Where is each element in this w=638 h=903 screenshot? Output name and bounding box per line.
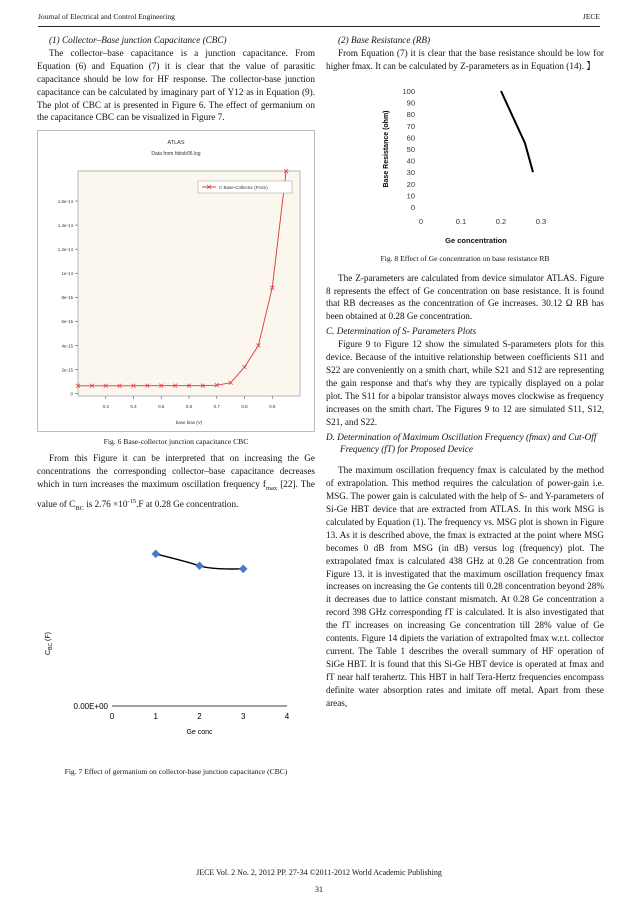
- section-cbc-title: (1) Collector–Base junction Capacitance (CBC): [49, 35, 227, 45]
- fig7-data-point: [195, 561, 203, 569]
- fig6-y-tick-label: 1.2e-14: [57, 247, 73, 253]
- fig8-y-tick-label: 30: [406, 167, 415, 177]
- fig6-y-tick-label: 0: [70, 391, 73, 397]
- section-c-body: Figure 9 to Figure 12 show the simulated S-parameters plots for this device. Because of the intuitive relationship between coefficients S11 and S22 are conveniently on a smith chart, while S21 and S12 are representing the gain response and that's why they are typically displayed on a polar plot. The S11 for a bipolar transistor always moves clockwise as frequency increases on the smith chart. The Figures 9 to 12 are simulated S11, S12, S21, and S22.: [326, 339, 604, 427]
- section-zparams-body: The Z-parameters are calculated from device simulator ATLAS. Figure 8 represents the effect of Ge concentration on base resistance. It is found that RB decreases as the concentration of Ge increases. 30.12 Ω RB has been obtained at 0.28 Ge concentration.: [326, 272, 604, 322]
- fig7-data-point: [239, 564, 247, 572]
- fig6-x-tick-label: 0.3: [102, 404, 109, 410]
- fig8-x-tick-label: 0: [418, 216, 424, 226]
- fig7-y-tick-label: 0.00E+00: [73, 701, 108, 711]
- fig8-y-tick-label: 80: [406, 109, 415, 119]
- section-d-title: D. Determination of Maximum Oscillation Frequency (fmax) and Cut-Off Frequency (fT) for Proposed Device: [326, 431, 597, 455]
- fig7-y-axis-label: $C_{BC}$ (F): [45, 631, 54, 655]
- fig6-y-tick-label: 2e-15: [61, 367, 73, 373]
- fig6-subtitle: Data from hbtsb05.log: [151, 151, 201, 158]
- figure-6: [37, 130, 315, 432]
- fig8-y-tick-label: 90: [406, 98, 415, 108]
- fig6-y-tick-label: 1.6e-14: [57, 199, 73, 205]
- fig6-x-tick-label: 0.7: [213, 404, 220, 410]
- fig8-x-tick-label: 0.1: [455, 216, 467, 226]
- fig6-legend-label: C Base-Collector (From): [219, 185, 268, 191]
- fig6-x-tick-label: 0.9: [269, 404, 276, 410]
- section-rb-title: (2) Base Resistance (RB): [338, 35, 431, 45]
- fig7-data-point: [152, 549, 160, 557]
- fig6-y-tick-label: 1.4e-14: [57, 223, 73, 229]
- fig6-x-tick-label: 0.5: [158, 404, 165, 410]
- left-column: [37, 32, 315, 782]
- figure-8-caption: Fig. 8 Effect of Ge concentration on base resistance RB: [380, 253, 550, 263]
- fig6-x-axis-label: base bias (V): [175, 420, 203, 426]
- fig7-chart: [37, 526, 313, 762]
- journal-short: JECE: [582, 12, 600, 21]
- journal-title: Journal of Electrical and Control Engineering: [38, 12, 175, 21]
- figure-6-caption: Fig. 6 Base-collector junction capacitance CBC: [103, 437, 249, 447]
- fig7-x-axis-label: Ge conc: [186, 728, 213, 736]
- fig7-x-tick-label: 0: [109, 711, 115, 721]
- running-header: [38, 12, 600, 21]
- fig6-title: ATLAS: [167, 140, 185, 147]
- header-rule: [38, 26, 600, 27]
- fig6-y-tick-label: 6e-15: [61, 319, 73, 325]
- fig8-series-line: [501, 91, 533, 172]
- fig8-x-tick-label: 0.2: [495, 216, 507, 226]
- section-cbc-body: The collector–base capacitance is a junction capacitance. From Equation (6) and Equation (7) it is clear that the value of parasitic capacitance should be low for HF response. The collector-base junction capacitance can be calculated by imaginary part of Y12 as in Equation (9). The plot of CBC at is presented in Figure 6. The effect of germanium on the capacitance CBC can be visualized in Figure 7.: [37, 47, 315, 123]
- footer-citation: JECE Vol. 2 No. 2, 2012 PP. 27-34 ©2011-2012 World Academic Publishing: [196, 868, 442, 877]
- fig6-x-tick-label: 0.8: [241, 404, 248, 410]
- section-rb-body: From Equation (7) it is clear that the base resistance should be low for higher fmax. It can be calculated by Z-parameters as in Equation (14). 】: [326, 47, 604, 71]
- fig8-x-tick-label: 0.3: [535, 216, 547, 226]
- figure-8: [326, 79, 604, 249]
- fig8-chart: [326, 79, 604, 249]
- fig8-y-tick-label: 60: [406, 133, 415, 143]
- fig8-y-tick-label: 100: [402, 86, 415, 96]
- fig6-chart: [38, 131, 314, 431]
- fig6-y-tick-label: 8e-15: [61, 295, 73, 301]
- right-column: [326, 32, 604, 710]
- fig8-y-tick-label: 20: [406, 179, 415, 189]
- fig6-x-tick-label: 0.6: [185, 404, 193, 410]
- fig8-y-axis-label: Base Resistance (ohm): [383, 110, 390, 188]
- fig7-x-tick-label: 1: [153, 711, 158, 721]
- fig8-y-tick-label: 10: [406, 191, 415, 201]
- figure-7-caption: Fig. 7 Effect of germanium on collector-base junction capacitance (CBC): [64, 766, 288, 776]
- fig8-y-tick-label: 40: [406, 156, 415, 166]
- fig7-x-tick-label: 4: [284, 711, 290, 721]
- page-number: 31: [315, 885, 323, 894]
- fig8-y-tick-label: 70: [406, 121, 415, 131]
- fig8-x-axis-label: Ge concentration: [445, 235, 507, 245]
- fig7-x-tick-label: 3: [241, 711, 246, 721]
- fig6-y-tick-label: 1e-14: [61, 271, 73, 277]
- section-cbc-body2: From this Figure it can be interpreted that on increasing the Ge concentrations the corresponding collector–base capacitance decreases which in turn increases the maximum oscillation frequency $f_{max}$ [22]. The value of $C_{BC}$ is $2.76 \times 10^{-15}.F$ at 0.28 Ge concentration.: [37, 453, 315, 512]
- fig7-x-tick-label: 2: [197, 711, 202, 721]
- fig6-y-tick-label: 4e-15: [61, 343, 73, 349]
- figure-7: [37, 526, 313, 762]
- fig8-y-tick-label: 0: [410, 202, 415, 212]
- fig6-plot-area: [78, 171, 300, 396]
- section-d-body: The maximum oscillation frequency fmax is calculated by the method of extrapolation. This method requires the calculation of power-gain i.e. MSG. The power gain is calculated with the help of S- and Y-parameters of Si-Ge HBT device that are extracted from ATLAS. In this work MSG is calculated by Equation (1). The frequency vs. MSG plot is shown in Figure 13. As it is described above, the fmax is extracted at the point where MSG becomes 0 dB from MSG (in dB) versus log (frequency) plot. The extrapolated fmax is calculated 438 GHz at 0.28 Ge concentration from Figure 13. it is investigated that the maximum oscillation frequency fmax increases on increasing the Ge contents till 0.28 concentration beyond 28% it decreases due to lattice constant mismatch. At 0.28 Ge concentration a record 398 GHz corresponding fT is calculated. It is also investigated that the fT increases on increasing Ge concentration till 28% value of Ge contents. Figure 14 dipiets the variation of extrapolted fmax w.r.t. collector current. The Table 1 describes the overall summary of HF operation of SiGe HBT. It is found that this Si-Ge HBT device is operated at fmax and fT near half terahertz. This HBT in half Tera-Hertz frequencies encompass definite water absorption rates and imitate off metal. Apart from these areas,: [326, 465, 604, 708]
- fig6-x-tick-label: 0.4: [130, 404, 137, 410]
- section-c-title: C. Determination of S- Parameters Plots: [326, 326, 477, 337]
- fig8-y-tick-label: 50: [406, 144, 415, 154]
